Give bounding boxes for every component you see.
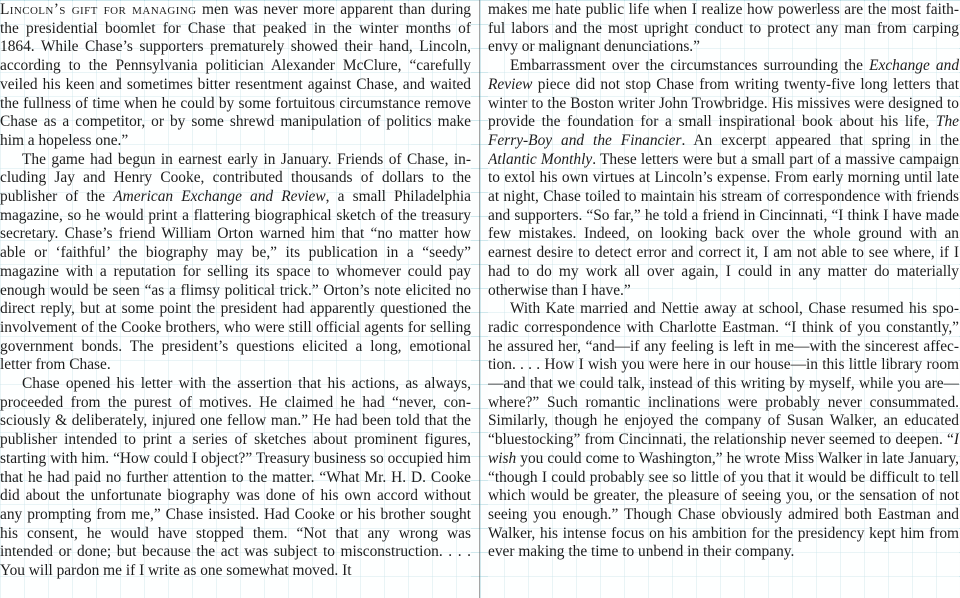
italic-title: Atlantic Monthly — [488, 150, 593, 168]
paragraph-text: men was never more apparent than during the presidential boomlet for Chase that peaked in the winter months of 1864. While Chase’s supporters prematurely showed their hand, Lincoln, according to the Pennsylvania politician Alexander McClure, “carefully veiled his keen and sometimes bitter resentment against Chase, and waited the fullness of time when he could by some fortuitous circumstance remove Chase as a competitor, or by some shrewd manipulation of politics make him a hopeless one.” — [0, 1, 471, 149]
italic-title: American Exchange and Review — [113, 188, 326, 206]
italic-phrase: I wish — [488, 431, 959, 467]
paragraph-game-begun — [0, 151, 471, 375]
paragraph-text: Embarrassment over the circumstances surrounding the — [510, 57, 870, 75]
paragraph-text: . An excerpt appeared that spring in the — [681, 131, 959, 149]
column-divider — [479, 0, 480, 598]
italic-title: Exchange and Review — [488, 57, 959, 93]
small-caps-lead-in: Lincoln’s gift for managing — [0, 1, 197, 18]
paragraph-text: . These letters were but a small part of a massive campaign to extol his own virtues at Lincoln’s expense. From early morning until late at night, Chase toiled to maintain his stream of correspondence with friends and supporters. “So far,” he told a friend in Cincinnati, “I think I have made few mistakes. Indeed, on looking back over the whole ground with an earnest desire to detect error and correct it, I am not able to see where, if I had to do my work all over again, I could in any matter do materially otherwise than I have.” — [488, 150, 959, 299]
left-column — [0, 1, 471, 598]
paragraph-lincoln-gift — [0, 1, 471, 151]
paragraph-chase-letter — [0, 375, 471, 581]
paragraph-text: The game had begun in earnest early in January. Friends of Chase, including Jay and Henry Cooke, contributed thousands of dollars to the publisher of the — [0, 150, 471, 206]
paragraph-text: piece did not stop Chase from writing twenty-five long letters that winter to the Boston writer John Trowbridge. His missives were designed to provide the foundation for a small inspirational book about his life, — [488, 75, 959, 131]
paragraph-text: Chase opened his letter with the assertion that his actions, as always, proceeded from the purest of motives. He claimed he had “never, consciously & deliberately, injured one fellow man.” He had been told that the publisher intended to print a series of sketches about prominent figures, starting with him. “How could I object?” Treasury business so occupied him that he had paid no further attention to the matter. “What Mr. H. D. Cooke did about the unfortunate biography was done of his own accord without any prompting from me,” Chase insisted. Had Cooke or his brother sought his consent, he would have stopped them. “Not that any wrong was intended or done; but because the act was subject to misconstruction. . . . You will pardon me if I write as one somewhat moved. It — [0, 375, 471, 580]
right-column — [488, 1, 959, 598]
paragraph-kate-married — [488, 300, 959, 562]
paragraph-public-life — [488, 1, 959, 57]
paragraph-text: makes me hate public life when I realize how powerless are the most faithful labors and the most upright conduct to protect any man from carping envy or malignant denunciations.” — [488, 1, 959, 56]
paragraph-text: you could come to Washington,” he wrote Miss Walker in late January, “though I could probably see so little of you that it would be difficult to tell which would be greater, the pleasure of seeing you, or the sensation of not seeing you enough.” Though Chase obviously admired both Eastman and Walker, his intense focus on his ambition for the presidency kept him from ever making the time to unbend in their company. — [488, 449, 959, 561]
paragraph-text: , a small Philadelphia magazine, so he would print a flattering biographical sketch of the treasury secretary. Chase’s friend William Orton warned him that “no matter how able or ‘faithful’ the biography may be,” its publication in a “seedy” magazine with a reputation for selling its space to whomever could pay enough would be seen “as a flimsy political trick.” Orton’s note elicited no direct reply, but at some point the president had apparently questioned the involvement of the Cooke brothers, who were still official agents for selling government bonds. The president’s questions elicited a long, emotional letter from Chase. — [0, 188, 471, 374]
italic-title: The Ferry-Boy and the Financier — [488, 113, 959, 149]
paragraph-text: With Kate married and Nettie away at school, Chase resumed his sporadic correspondence with Charlotte Eastman. “I think of you constantly,” he assured her, “and—if any feeling is left in me—with the sincerest affection. . . . How I wish you were here in our house—in this little library room—and that we could talk, instead of this writing by myself, while you are—where?” Such romantic inclinations were probably never consummated. Similarly, though he enjoyed the company of Susan Walker, an educated “bluestocking” from Cincinnati, the relationship never seemed to deepen. “ — [488, 300, 959, 449]
paragraph-embarrassment — [488, 57, 959, 300]
